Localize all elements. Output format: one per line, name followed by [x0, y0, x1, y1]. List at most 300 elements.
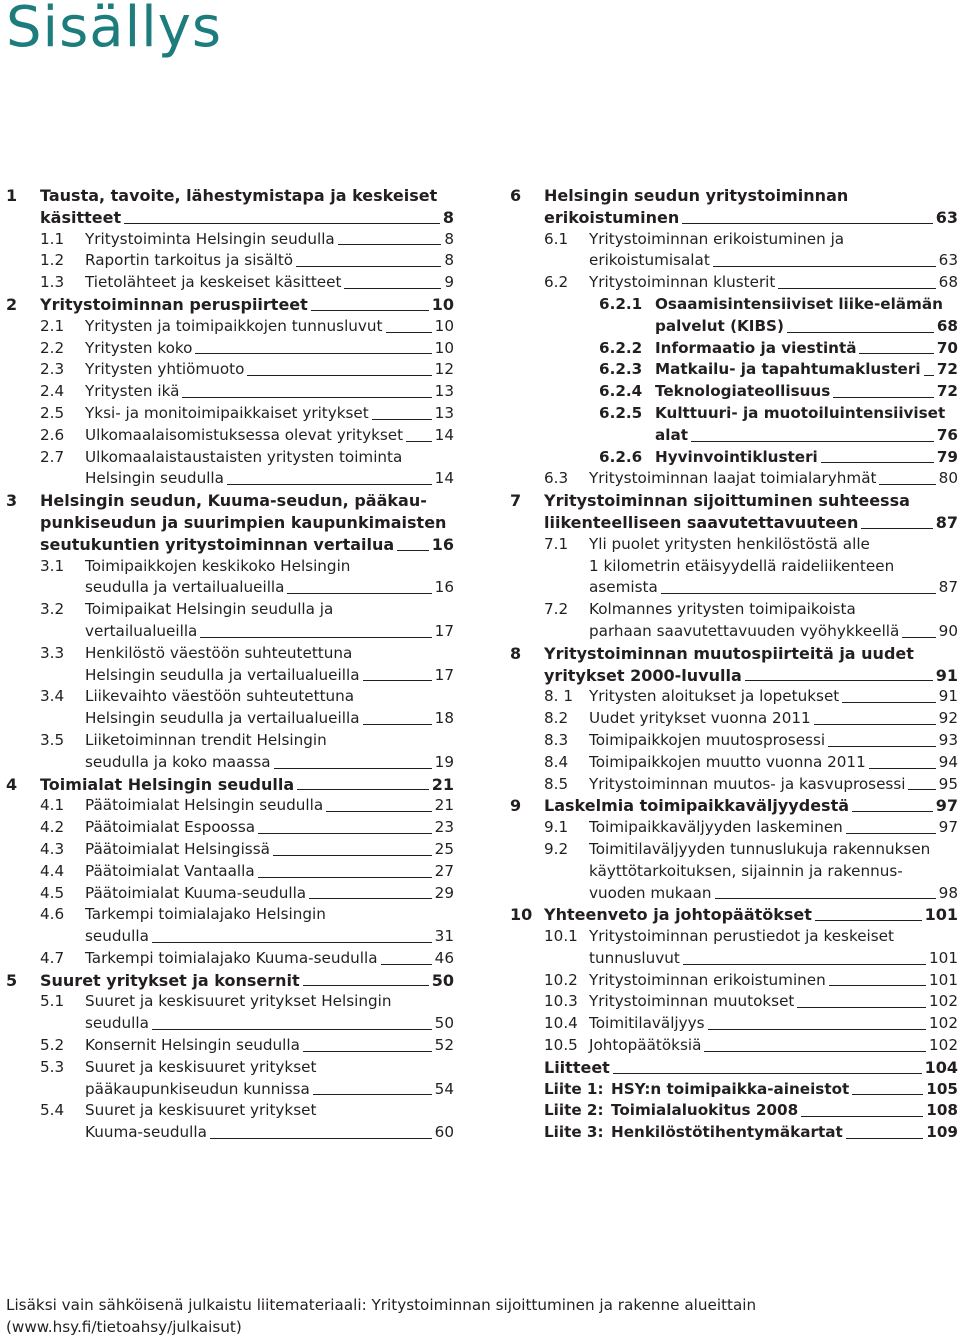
leader-line [152, 1029, 432, 1030]
toc-entry-text: vertailualueilla [85, 621, 198, 640]
leader-line [924, 375, 934, 376]
leader-line [381, 964, 432, 965]
subsection-number: 7.1 [544, 534, 569, 553]
subsubsection-number: 6.2.5 [599, 403, 643, 422]
appendix-item-link[interactable] [544, 1100, 958, 1122]
subsubsection-body [655, 447, 958, 469]
leader-line [363, 680, 432, 681]
toc-subentry-link[interactable] [544, 970, 958, 992]
subsection-body [589, 730, 958, 752]
toc-entry-text: Kuuma-seudulla [85, 1123, 207, 1142]
leader-line [397, 550, 429, 551]
subsection-body [589, 468, 958, 490]
page-number: 92 [938, 709, 958, 728]
footer-line-2: (www.hsy.fi/tietoahsy/julkaisut) [6, 1318, 242, 1336]
toc-entry-lastline [655, 338, 958, 360]
page-number: 18 [434, 709, 454, 728]
toc-subentry-link[interactable] [40, 883, 454, 905]
toc-entry-lastline [85, 883, 454, 905]
subsection-body [85, 425, 454, 447]
page-number: 68 [936, 316, 958, 335]
subsection-number: 9.1 [544, 818, 569, 837]
toc-entry-lastline [85, 359, 454, 381]
toc-entry-text: Matkailu- ja tapahtumaklusteri [655, 360, 921, 379]
subsection-number: 3.5 [40, 730, 65, 749]
toc-entry-text: punkiseudun ja suurimpien kaupunkimaisten [40, 512, 447, 532]
toc-subentry-link[interactable] [40, 447, 454, 491]
toc-left-column [6, 185, 454, 1144]
subsubsection-body [655, 403, 958, 447]
toc-subentry-link[interactable] [40, 795, 454, 817]
toc-entry-text: Kulttuuri- ja muotoiluintensiiviset [655, 403, 946, 422]
leader-line [152, 942, 432, 943]
leader-line [861, 528, 932, 529]
subsection-number: 2.5 [40, 403, 65, 422]
subsection-number: 9.2 [544, 839, 569, 858]
toc-entry-text: vuoden mukaan [589, 883, 712, 902]
appendix-item-link[interactable] [544, 1079, 958, 1101]
page-number: 68 [938, 273, 958, 292]
toc-entry-lastline [611, 1079, 958, 1101]
toc-subentry-link[interactable] [40, 599, 454, 643]
toc-entry-text: Suuret ja keskisuuret yritykset Helsingin [85, 992, 392, 1011]
toc-entry-lastline [589, 686, 958, 708]
subsection-number: 2.3 [40, 360, 65, 379]
toc-entry-lastline [589, 1035, 958, 1057]
subsection-body [85, 991, 454, 1035]
toc-subentry-link[interactable] [40, 1057, 454, 1101]
page-title: Sisällys [6, 0, 223, 60]
toc-entry-text: Yritystoiminta Helsingin seudulla [85, 229, 335, 248]
section-number: 4 [6, 774, 18, 794]
leader-line [309, 898, 432, 899]
appendix-item-link[interactable] [544, 1122, 958, 1144]
toc-entry-lastline [544, 795, 958, 817]
subsection-number: 6.1 [544, 229, 569, 248]
subsection-number: 1.1 [40, 229, 65, 248]
subsection-body [589, 708, 958, 730]
toc-entry-text: Helsingin seudulla ja vertailualueilla [85, 709, 360, 728]
toc-subentry-link[interactable] [40, 359, 454, 381]
toc-section [510, 904, 958, 1057]
toc-entry-text: Suuret ja keskisuuret yritykset [85, 1101, 317, 1120]
toc-entry-text: Uudet yritykset vuonna 2011 [589, 709, 811, 728]
toc-subentry-link[interactable] [40, 730, 454, 774]
page-number: 8 [442, 207, 454, 227]
toc-entry-lastline [85, 577, 454, 599]
toc-entry-lastline [85, 250, 454, 272]
toc-entry-text: Yritystoiminnan erikoistuminen [589, 970, 826, 989]
toc-entry-text: Toimipaikkojen muutto vuonna 2011 [589, 752, 866, 771]
toc-entry-text: Yritystoiminnan perustiedot ja keskeiset [589, 927, 894, 946]
leader-line [326, 811, 432, 812]
toc-entry-lastline [611, 1100, 958, 1122]
toc-subentry-link[interactable] [40, 425, 454, 447]
section-heading-link[interactable] [544, 490, 958, 534]
page-number: 12 [434, 360, 454, 379]
toc-subentry-link[interactable] [544, 752, 958, 774]
subsection-number: 2.1 [40, 316, 65, 335]
toc-entry-text: Yli puolet yritysten henkilöstöstä alle [589, 534, 870, 553]
toc-entry-text: Toimipaikkojen keskikoko Helsingin [85, 556, 351, 575]
page-number: 63 [938, 251, 958, 270]
page-number: 14 [434, 425, 454, 444]
section-heading-link[interactable] [544, 795, 958, 817]
subsection-number: 2.2 [40, 338, 65, 357]
toc-entry-lastline [85, 229, 454, 251]
toc-subentry-link[interactable] [544, 272, 958, 294]
subsubsection-body [655, 338, 958, 360]
appendix-number: Liite 2: [544, 1101, 604, 1120]
footer-line-1: Lisäksi vain sähköisenä julkaistu liitemateriaali: Yritystoiminnan sijoittuminen ja rakenne alueittain [6, 1296, 757, 1314]
subsubsection-body [655, 381, 958, 403]
toc-subentry-link[interactable] [544, 991, 958, 1013]
toc-subentry-link[interactable] [40, 643, 454, 687]
page-number: 63 [935, 207, 958, 227]
toc-entry-text: Helsingin seudulla ja vertailualueilla [85, 665, 360, 684]
toc-entry-text: Yritysten aloitukset ja lopetukset [589, 687, 840, 706]
toc-entry-text: Yritystoiminnan muutospiirteitä ja uudet [544, 643, 914, 663]
leader-line [195, 353, 431, 354]
toc-entry-text: Yritysten yhtiömuoto [85, 360, 245, 379]
page-number: 101 [924, 905, 958, 925]
toc-entry-lastline [589, 272, 958, 294]
toc-entry-text: seudulla [85, 1014, 149, 1033]
leader-line [745, 680, 933, 681]
section-heading-link[interactable] [40, 970, 454, 992]
toc-subentry-link[interactable] [40, 338, 454, 360]
toc-entry-lastline [544, 207, 958, 229]
toc-entry-text: Helsingin seudun yritystoiminnan [544, 186, 849, 205]
subsubsection-number: 6.2.3 [599, 360, 643, 379]
leader-line [828, 746, 936, 747]
subsection-number: 6.3 [544, 469, 569, 488]
subsection-number: 2.7 [40, 447, 65, 466]
leader-line [124, 223, 440, 224]
toc-section [6, 490, 454, 773]
toc-entry-lastline [85, 752, 454, 774]
toc-subentry-link[interactable] [544, 730, 958, 752]
toc-entry-text: Laskelmia toimipaikkaväljyydestä [544, 796, 850, 816]
page-number: 72 [936, 382, 958, 401]
page-number: 8 [444, 251, 454, 270]
toc-subentry-link[interactable] [40, 272, 454, 294]
leader-line [311, 310, 429, 311]
toc-subsubentry-link[interactable] [599, 447, 958, 469]
toc-entry-lastline [544, 665, 958, 687]
subsection-body [85, 272, 454, 294]
page-number: 29 [434, 883, 454, 902]
toc-entry-lastline [85, 316, 454, 338]
section-number: 6 [510, 186, 522, 205]
toc-entry-text: seudulla ja koko maassa [85, 752, 271, 771]
section-number: 8 [510, 643, 522, 663]
subsubsection-body [655, 359, 958, 381]
section-heading-link[interactable] [544, 185, 958, 229]
subsection-body [589, 229, 958, 273]
page-number: 87 [935, 512, 958, 532]
toc-subentry-link[interactable] [544, 229, 958, 273]
section-heading-link[interactable] [40, 294, 454, 316]
toc-entry-text: Konsernit Helsingin seudulla [85, 1036, 300, 1055]
subsection-body [85, 839, 454, 861]
toc-entry-lastline [40, 294, 454, 316]
page-number: 19 [434, 752, 454, 771]
section-heading-link[interactable] [544, 904, 958, 926]
subsection-body [589, 839, 958, 904]
toc-entry-lastline [40, 774, 454, 796]
subsection-number: 3.3 [40, 643, 65, 662]
toc-subentry-link[interactable] [544, 686, 958, 708]
toc-entry-lastline [655, 359, 958, 381]
toc-entry-lastline [655, 447, 958, 469]
toc-appendix-section [510, 1057, 958, 1144]
page-number: 91 [938, 687, 958, 706]
toc-entry-text: Suuret yritykset ja konsernit [40, 970, 300, 990]
toc-subentry-link[interactable] [544, 1013, 958, 1035]
page-number: 108 [926, 1101, 958, 1120]
leader-line [787, 332, 934, 333]
page-number: 102 [929, 992, 958, 1011]
toc-subentry-link[interactable] [40, 316, 454, 338]
page-number: 104 [924, 1057, 958, 1077]
subsection-body [85, 556, 454, 600]
toc-entry-lastline [85, 708, 454, 730]
toc-entry-text: Liikevaihto väestöön suhteutettuna [85, 687, 355, 706]
toc-section [510, 490, 958, 643]
subsection-body [589, 991, 958, 1013]
subsection-number: 4.4 [40, 861, 65, 880]
toc-entry-lastline [85, 1035, 454, 1057]
subsection-number: 3.2 [40, 600, 65, 619]
toc-entry-lastline [544, 1057, 958, 1079]
toc-subsubentry-link[interactable] [599, 338, 958, 360]
toc-entry-text: Liiketoiminnan trendit Helsingin [85, 730, 327, 749]
toc-entry-lastline [40, 534, 454, 556]
toc-entry-text: Yritysten ja toimipaikkojen tunnusluvut [85, 316, 383, 335]
subsection-body [85, 599, 454, 643]
toc-subsubentry-link[interactable] [599, 381, 958, 403]
toc-entry-lastline [589, 577, 958, 599]
toc-entry-text: käsitteet [40, 207, 122, 227]
toc-subentry-link[interactable] [40, 556, 454, 600]
subsection-body [85, 1035, 454, 1057]
toc-subentry-link[interactable] [544, 599, 958, 643]
toc-subentry-link[interactable] [544, 534, 958, 599]
subsection-body [589, 926, 958, 970]
page-number: 101 [929, 948, 958, 967]
toc-entry-text: Tausta, tavoite, lähestymistapa ja keskeiset [40, 186, 438, 205]
page-number: 109 [926, 1123, 958, 1142]
toc-entry-text: Toimitilaväljyyden tunnuslukuja rakennuksen [589, 839, 931, 858]
leader-line [715, 898, 936, 899]
leader-line [297, 789, 429, 790]
toc-subentry-link[interactable] [40, 948, 454, 970]
toc-subentry-link[interactable] [544, 839, 958, 904]
subsection-body [589, 817, 958, 839]
toc-subentry-link[interactable] [544, 817, 958, 839]
subsection-number: 8.4 [544, 752, 569, 771]
section-number: 5 [6, 970, 18, 990]
toc-entry-text: Hyvinvointiklusteri [655, 447, 818, 466]
toc-subentry-link[interactable] [544, 774, 958, 796]
toc-entry-text: Johtopäätöksiä [589, 1036, 702, 1055]
toc-subentry-link[interactable] [40, 1035, 454, 1057]
section-heading-link[interactable] [40, 185, 454, 229]
subsection-body [589, 970, 958, 992]
page-number: 17 [434, 665, 454, 684]
appendix-body [611, 1122, 958, 1144]
toc-entry-lastline [85, 381, 454, 403]
toc-entry-text: seudulla ja vertailualueilla [85, 578, 285, 597]
toc-entry-lastline [589, 817, 958, 839]
page-number: 25 [434, 839, 454, 858]
toc-entry-text: Yksi- ja monitoimipaikkaiset yritykset [85, 403, 369, 422]
page-number: 21 [431, 774, 454, 794]
toc-subentry-link[interactable] [40, 403, 454, 425]
subsection-body [85, 643, 454, 687]
page-number: 70 [936, 338, 958, 357]
subsection-body [85, 883, 454, 905]
toc-entry-lastline [589, 774, 958, 796]
leader-line [869, 768, 936, 769]
subsubsection-number: 6.2.6 [599, 447, 643, 466]
toc-section [6, 970, 454, 1144]
toc-entry-lastline [589, 730, 958, 752]
leader-line [713, 266, 936, 267]
toc-entry-text: Toimipaikkaväljyyden laskeminen [589, 818, 843, 837]
toc-subsubentry-link[interactable] [599, 359, 958, 381]
subsection-body [589, 599, 958, 643]
toc-subentry-link[interactable] [544, 708, 958, 730]
page-number: 50 [434, 1014, 454, 1033]
section-heading-link[interactable] [40, 774, 454, 796]
leader-line [372, 419, 432, 420]
leader-line [258, 833, 432, 834]
page-number: 27 [434, 861, 454, 880]
subsection-number: 2.6 [40, 425, 65, 444]
toc-entry-lastline [85, 1079, 454, 1101]
toc-entry-lastline [589, 752, 958, 774]
subsection-body [589, 272, 958, 294]
section-heading-link[interactable] [40, 490, 454, 555]
toc-entry-text: Yritystoiminnan muutos- ja kasvuprosessi [589, 774, 906, 793]
toc-entry-lastline [655, 316, 958, 338]
toc-subentry-link[interactable] [40, 229, 454, 251]
toc-entry-lastline [589, 621, 958, 643]
leader-line [296, 266, 441, 267]
toc-entry-text: Päätoimialat Vantaalla [85, 861, 255, 880]
leader-line [859, 353, 933, 354]
toc-entry-text: Osaamisintensiiviset liike-elämän [655, 294, 943, 313]
page-number: 31 [434, 927, 454, 946]
toc-entry-text: Tarkempi toimialajako Helsingin [85, 905, 326, 924]
leader-line [833, 397, 934, 398]
toc-subentry-link[interactable] [544, 926, 958, 970]
subsection-body [85, 338, 454, 360]
page-number: 52 [434, 1036, 454, 1055]
section-heading-link[interactable] [544, 643, 958, 687]
subsection-number: 4.1 [40, 796, 65, 815]
toc-entry-lastline [589, 991, 958, 1013]
subsection-body [85, 447, 454, 491]
toc-subentry-link[interactable] [40, 381, 454, 403]
toc-entry-lastline [589, 970, 958, 992]
subsection-number: 6.2 [544, 273, 569, 292]
toc-entry-text: Tietolähteet ja keskeiset käsitteet [85, 273, 342, 292]
leader-line [258, 877, 432, 878]
leader-line [708, 1029, 926, 1030]
toc-entry-lastline [85, 1013, 454, 1035]
leader-line [704, 1051, 926, 1052]
subsubsection-number: 6.2.4 [599, 382, 643, 401]
toc-entry-lastline [85, 839, 454, 861]
toc-entry-lastline [85, 926, 454, 948]
appendix-heading-link[interactable] [544, 1057, 958, 1079]
toc-subsubentry-link[interactable] [599, 294, 958, 338]
toc-subentry-link[interactable] [40, 250, 454, 272]
leader-line [313, 1094, 432, 1095]
toc-entry-text: Ulkomaalaistaustaisten yritysten toiminta [85, 447, 403, 466]
page-number: 10 [434, 338, 454, 357]
toc-entry-text: Toimipaikat Helsingin seudulla ja [85, 600, 334, 619]
subsection-body [85, 229, 454, 251]
toc-subentry-link[interactable] [40, 1100, 454, 1144]
page-number: 90 [938, 621, 958, 640]
page-number: 16 [431, 534, 454, 554]
leader-line [406, 441, 432, 442]
page-number: 97 [935, 796, 958, 816]
subsection-body [85, 948, 454, 970]
toc-entry-lastline [589, 948, 958, 970]
toc-entry-text: Helsingin seudulla [85, 469, 224, 488]
toc-subentry-link[interactable] [40, 861, 454, 883]
toc-entry-text: Henkilöstö väestöön suhteutettuna [85, 643, 353, 662]
leader-line [386, 332, 432, 333]
toc-subentry-link[interactable] [544, 468, 958, 490]
appendix-number: Liite 1: [544, 1079, 604, 1098]
toc-section [6, 294, 454, 490]
section-number: 9 [510, 796, 522, 816]
toc-subsubentry-link[interactable] [599, 403, 958, 447]
toc-entry-lastline [40, 970, 454, 992]
subsection-number: 7.2 [544, 600, 569, 619]
subsection-number: 4.6 [40, 905, 65, 924]
toc-subentry-link[interactable] [40, 817, 454, 839]
subsection-body [85, 1100, 454, 1144]
subsection-body [85, 359, 454, 381]
toc-entry-text: Toimitilaväljyys [589, 1014, 705, 1033]
toc-entry-text: käyttötarkoituksen, sijainnin ja rakennus- [589, 861, 903, 880]
toc-entry-lastline [589, 468, 958, 490]
toc-entry-lastline [85, 621, 454, 643]
leader-line [797, 1007, 926, 1008]
subsection-number: 5.4 [40, 1101, 65, 1120]
page-number: 50 [431, 970, 454, 990]
subsection-number: 4.5 [40, 883, 65, 902]
toc-entry-text: Toimipaikkojen muutosprosessi [589, 730, 826, 749]
toc-subentry-link[interactable] [40, 991, 454, 1035]
toc-subentry-link[interactable] [40, 686, 454, 730]
page-number: 13 [434, 403, 454, 422]
toc-entry-text: erikoistumisalat [589, 251, 710, 270]
toc-subentry-link[interactable] [40, 839, 454, 861]
subsection-number: 4.7 [40, 948, 65, 967]
leader-line [842, 702, 935, 703]
toc-subentry-link[interactable] [40, 904, 454, 948]
toc-subentry-link[interactable] [544, 1035, 958, 1057]
leader-line [852, 811, 933, 812]
